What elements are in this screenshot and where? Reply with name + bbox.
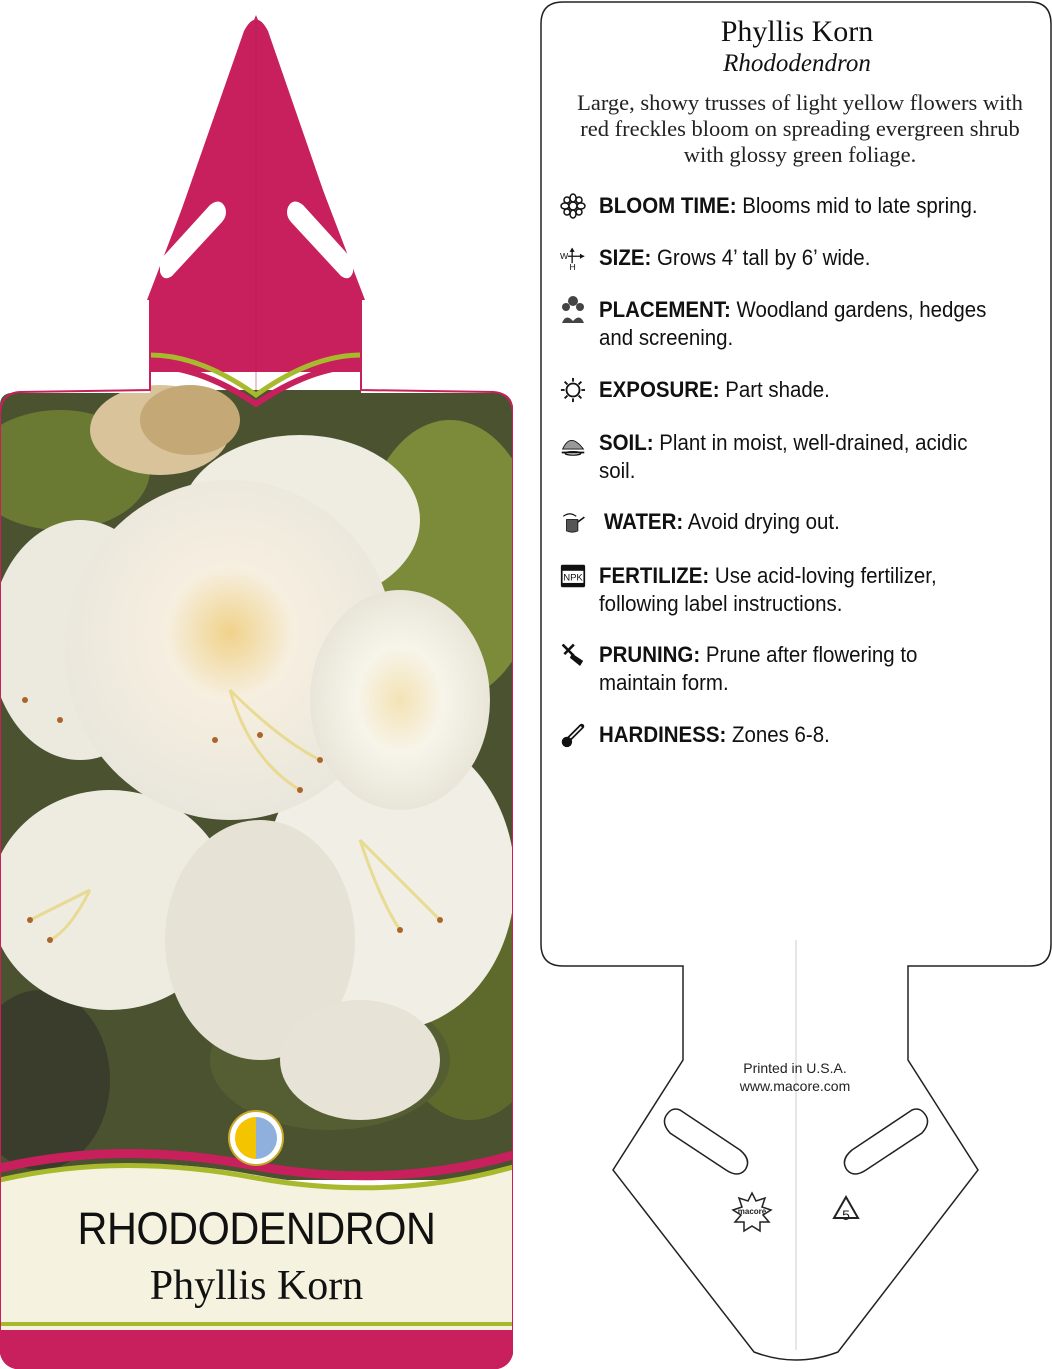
care-label: SOIL: <box>599 430 654 455</box>
care-value: Blooms mid to late spring. <box>736 193 978 218</box>
soil-icon <box>560 429 586 457</box>
care-label: EXPOSURE: <box>599 377 720 402</box>
watering-can-icon <box>560 508 586 536</box>
care-label: BLOOM TIME: <box>599 193 737 218</box>
back-description: Large, showy trusses of light yellow flowers with red freckles bloom on spreading evergreen shrub with glossy green foliage. <box>577 90 1023 167</box>
back-genus: Rhododendron <box>723 50 871 77</box>
care-label: SIZE: <box>599 245 652 270</box>
care-value: Woodland gardens, hedges and screening. <box>599 297 987 350</box>
flower-icon <box>560 192 586 220</box>
care-label: PRUNING: <box>599 642 701 667</box>
care-label: FERTILIZE: <box>599 563 710 588</box>
thermometer-icon <box>560 721 586 749</box>
care-value: Use acid-loving fertilizer, following label instructions. <box>599 563 937 616</box>
care-value: Avoid drying out. <box>683 509 840 534</box>
recycle-number: 5 <box>842 1207 850 1223</box>
size-icon-w: W <box>560 250 569 261</box>
front-genus-title: RHODODENDRON <box>77 1203 436 1254</box>
size-arrows-icon <box>560 244 586 272</box>
sun-icon <box>560 376 586 404</box>
care-value: Prune after flowering to maintain form. <box>599 642 918 695</box>
back-title: Phyllis Korn <box>720 15 874 48</box>
care-value: Plant in moist, well-drained, acidic soil. <box>599 430 968 483</box>
size-icon-h: H <box>569 262 576 273</box>
care-value: Zones 6-8. <box>726 722 830 747</box>
fertilizer-npk-icon <box>560 562 586 590</box>
care-label: PLACEMENT: <box>599 297 731 322</box>
npk-label: NPK <box>563 572 583 584</box>
printed-in-usa: Printed in U.S.A. <box>743 1060 847 1076</box>
care-label: HARDINESS: <box>599 722 727 747</box>
care-value: Part shade. <box>719 377 830 402</box>
placement-plants-icon <box>560 296 586 324</box>
pruners-icon <box>560 641 586 669</box>
macore-logo-text: macore <box>737 1207 767 1216</box>
macore-url: www.macore.com <box>739 1078 851 1094</box>
care-label: WATER: <box>604 509 684 534</box>
care-value: Grows 4’ tall by 6’ wide. <box>651 245 871 270</box>
front-cultivar-title: Phyllis Korn <box>149 1263 364 1309</box>
